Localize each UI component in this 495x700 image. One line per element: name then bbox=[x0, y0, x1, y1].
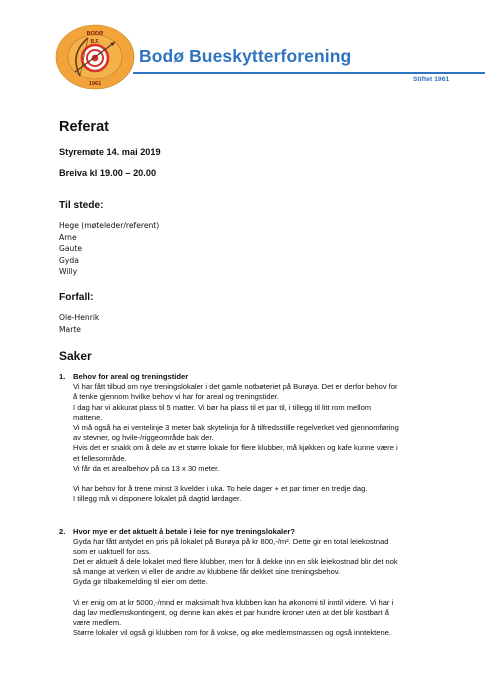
item-line: være medlem. bbox=[73, 618, 122, 628]
present-list bbox=[59, 220, 459, 278]
item-line: Gyda har fått antydet en pris på lokalet på Burøya på kr 800,-/m². Dette gir en total leiekostnad bbox=[73, 536, 389, 546]
item-line: å tenke gjennom hvilke behov vi har for areal og treningstider. bbox=[73, 392, 279, 402]
absent-name: Ole-Henrik bbox=[59, 312, 100, 322]
logo-year: 1961 bbox=[88, 81, 102, 87]
item-line: I tillegg må vi disponere lokalet på dagtid lørdager. bbox=[73, 494, 242, 504]
item-line: dag lav medlemskontingent, og denne kan økes et par hundre kroner uten at det blir kostbart å bbox=[73, 607, 389, 617]
document-body bbox=[59, 118, 459, 639]
agenda-item-number: 1. bbox=[59, 372, 66, 382]
blank-line bbox=[73, 588, 459, 598]
header-rule bbox=[133, 72, 485, 74]
agenda-item-title: Hvor mye er det aktuelt å betale i leie for nye treningslokaler? bbox=[73, 526, 295, 536]
item-line: Hvis det er snakk om å dele av et større lokale for flere klubber, må kjøkken og kafe kunne være i bbox=[73, 443, 398, 453]
item-line: Vi er enig om at kr 5000,-/mnd er maksimalt hva klubben kan ha økonomi til inntil videre. Vi har i bbox=[73, 597, 394, 607]
saker-heading: Saker bbox=[59, 349, 92, 364]
absent-heading: Forfall: bbox=[59, 291, 94, 303]
present-name: Hege (møteleder/referent) bbox=[59, 221, 160, 230]
item-line: Det er aktuelt å dele lokalet med flere klubber, men for å dekke inn en slik leiekostnad blir det nok bbox=[73, 556, 398, 566]
item-line: som er uaktuell for oss. bbox=[73, 546, 152, 556]
item-line: et fellesområde. bbox=[73, 453, 127, 463]
logo-top-text: BODØ bbox=[86, 31, 104, 37]
organization-name: Bodø Bueskytterforening bbox=[139, 46, 352, 66]
present-name: Gyda bbox=[59, 255, 79, 265]
item-line: Større lokaler vil også gi klubben rom for å vokse, og øke medlemsmassen og også inntektene. bbox=[73, 628, 391, 638]
agenda-item-number: 2. bbox=[59, 526, 66, 536]
club-logo bbox=[55, 24, 135, 90]
item-line: Vi har behov for å trene minst 3 kvelder i uka. To hele dager + et par timer en tredje dag. bbox=[73, 484, 368, 494]
meeting-line: Styremøte 14. mai 2019 bbox=[59, 147, 161, 157]
present-name: Arne bbox=[59, 232, 77, 242]
logo-mid-text: B.F. bbox=[90, 39, 100, 45]
present-heading: Til stede: bbox=[59, 200, 104, 211]
item-line: Vi må også ha ei ventelinje 3 meter bak skytelinja for å tilfredsstille regelverket ved gjennomføring bbox=[73, 422, 399, 432]
present-name: Willy bbox=[59, 267, 78, 277]
agenda-item bbox=[59, 527, 459, 639]
founded-label: Stiftet 1961 bbox=[413, 76, 450, 83]
item-line: så mange at verken vi eller de andre av klubbene får dekket sine treningsbehov. bbox=[73, 567, 341, 577]
document-title: Referat bbox=[59, 119, 109, 135]
agenda-item-title: Behov for areal og treningstider bbox=[73, 372, 189, 382]
item-line: Vi har fått tilbud om nye treningslokaler i det gamle notbøteriet på Burøya. Det er derfor behov for bbox=[73, 382, 398, 392]
place-time-line: Breiva kl 19.00 – 20.00 bbox=[59, 168, 157, 178]
item-line: Gyda gir tilbakemelding til eier om dette. bbox=[73, 577, 208, 587]
letterhead bbox=[55, 24, 450, 90]
item-line: mattene. bbox=[73, 412, 103, 422]
item-line: Vi får da et arealbehov på ca 13 x 30 meter. bbox=[73, 463, 220, 473]
present-name: Gaute bbox=[59, 244, 83, 254]
agenda-item bbox=[59, 372, 459, 504]
item-line: av stevner, og hvile-/riggeområde bak der. bbox=[73, 433, 214, 443]
absent-list bbox=[59, 312, 459, 335]
blank-line bbox=[73, 474, 459, 484]
absent-name: Marte bbox=[59, 324, 81, 334]
item-line: I dag har vi akkurat plass til 5 matter. Vi bør ha plass til et par til, i tillegg til litt rom mellom bbox=[73, 402, 372, 412]
